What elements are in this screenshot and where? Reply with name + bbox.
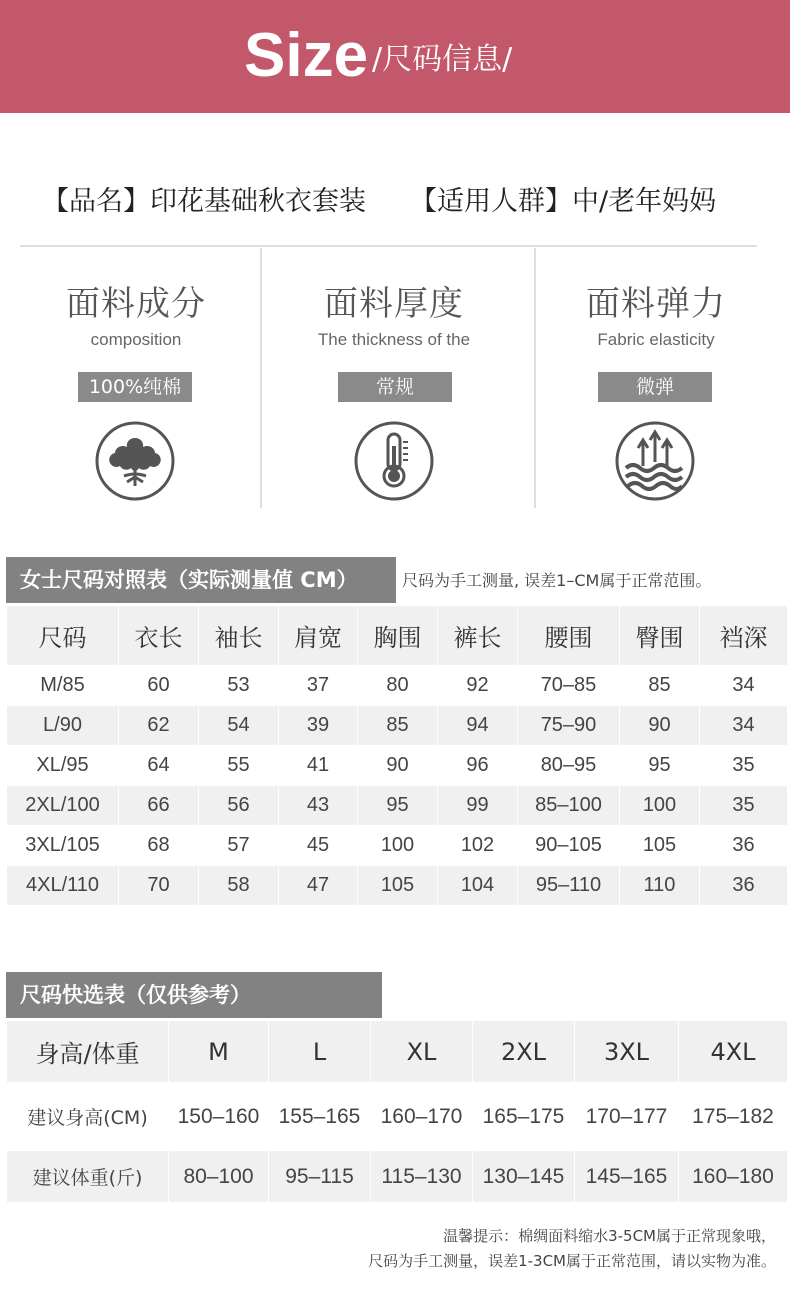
table-cell: 85–100 — [518, 786, 620, 826]
table-cell: 160–170 — [371, 1083, 473, 1151]
table-header-row — [7, 1021, 788, 1083]
table-cell: 64 — [119, 746, 199, 786]
table-row — [7, 1151, 788, 1203]
table-cell: 110 — [620, 866, 700, 906]
table-cell: 35 — [700, 746, 788, 786]
table-cell: 92 — [438, 666, 518, 706]
table-cell: 145–165 — [575, 1151, 679, 1203]
size-comparison-table — [6, 605, 788, 906]
divider — [20, 245, 757, 247]
elasticity-arrows-icon — [614, 420, 696, 502]
table-cell: 41 — [279, 746, 358, 786]
table-cell: 95–115 — [269, 1151, 371, 1203]
table-cell: 3XL/105 — [7, 826, 119, 866]
table-cell: 36 — [700, 826, 788, 866]
feature-subtitle: Fabric elasticity — [597, 330, 715, 349]
column-header: 身高/体重 — [7, 1021, 169, 1083]
feature-subtitle: The thickness of the — [317, 330, 471, 349]
product-info — [0, 180, 790, 224]
tips-line-1: 温馨提示：棉绸面料缩水3-5CM属于正常现象哦， — [443, 1227, 776, 1245]
table-cell: 115–130 — [371, 1151, 473, 1203]
table-cell: 150–160 — [169, 1083, 269, 1151]
column-header: 臀围 — [620, 606, 700, 666]
feature-elasticity — [526, 268, 786, 508]
table-cell: 95 — [358, 786, 438, 826]
table-row — [7, 706, 788, 746]
column-header: XL — [371, 1021, 473, 1083]
banner-title: Size — [244, 21, 369, 90]
table-cell: 2XL/100 — [7, 786, 119, 826]
table-cell: 104 — [438, 866, 518, 906]
product-name: 【品名】印花基础秋衣套装 — [42, 186, 366, 217]
feature-title: 面料成分 — [66, 284, 206, 324]
table-cell: 90 — [358, 746, 438, 786]
table-cell: 90–105 — [518, 826, 620, 866]
table-cell: 175–182 — [679, 1083, 788, 1151]
table-cell: 100 — [358, 826, 438, 866]
table-cell: 100 — [620, 786, 700, 826]
column-header: 2XL — [473, 1021, 575, 1083]
table-cell: 34 — [700, 666, 788, 706]
column-header: 裤长 — [438, 606, 518, 666]
column-header: M — [169, 1021, 269, 1083]
row-header: 建议体重(斤) — [7, 1151, 169, 1203]
quick-select-table — [6, 1020, 788, 1203]
table-cell: 70–85 — [518, 666, 620, 706]
table-cell: 165–175 — [473, 1083, 575, 1151]
cotton-flower-icon — [94, 420, 176, 502]
table-cell: 96 — [438, 746, 518, 786]
table-cell: 95–110 — [518, 866, 620, 906]
table-cell: 57 — [199, 826, 279, 866]
table-cell: XL/95 — [7, 746, 119, 786]
column-header: 胸围 — [358, 606, 438, 666]
feature-title: 面料弹力 — [586, 284, 726, 324]
table-cell: 62 — [119, 706, 199, 746]
table-cell: 55 — [199, 746, 279, 786]
column-header: 3XL — [575, 1021, 679, 1083]
table-cell: 80–100 — [169, 1151, 269, 1203]
table-cell: M/85 — [7, 666, 119, 706]
size-table-note: 尺码为手工测量, 误差1–CM属于正常范围。 — [402, 571, 712, 590]
size-table-title: 女士尺码对照表（实际测量值 CM） — [6, 557, 396, 603]
table-cell: 36 — [700, 866, 788, 906]
table-cell: 105 — [620, 826, 700, 866]
column-header: L — [269, 1021, 371, 1083]
table-cell: 39 — [279, 706, 358, 746]
feature-value: 100%纯棉 — [78, 372, 192, 402]
thermometer-icon — [353, 420, 435, 502]
table-cell: 160–180 — [679, 1151, 788, 1203]
table-cell: 80 — [358, 666, 438, 706]
table-cell: 85 — [358, 706, 438, 746]
table-row — [7, 746, 788, 786]
table-cell: 68 — [119, 826, 199, 866]
feature-value: 微弹 — [598, 372, 712, 402]
table-cell: 90 — [620, 706, 700, 746]
table-cell: 58 — [199, 866, 279, 906]
table-cell: 45 — [279, 826, 358, 866]
table-cell: 37 — [279, 666, 358, 706]
feature-composition — [6, 268, 266, 508]
feature-thickness — [264, 268, 524, 508]
tips-line-2: 尺码为手工测量，误差1-3CM属于正常范围，请以实物为准。 — [368, 1252, 776, 1270]
column-header: 衣长 — [119, 606, 199, 666]
table-cell: 47 — [279, 866, 358, 906]
table-header-row — [7, 606, 788, 666]
quick-table-title: 尺码快选表（仅供参考） — [6, 972, 382, 1018]
table-cell: 80–95 — [518, 746, 620, 786]
table-cell: 70 — [119, 866, 199, 906]
table-cell: 130–145 — [473, 1151, 575, 1203]
column-header: 尺码 — [7, 606, 119, 666]
table-cell: 99 — [438, 786, 518, 826]
size-banner — [0, 0, 790, 113]
table-row — [7, 666, 788, 706]
table-row — [7, 866, 788, 906]
table-cell: L/90 — [7, 706, 119, 746]
table-cell: 54 — [199, 706, 279, 746]
feature-title: 面料厚度 — [324, 284, 464, 324]
table-row — [7, 786, 788, 826]
column-header: 袖长 — [199, 606, 279, 666]
table-cell: 75–90 — [518, 706, 620, 746]
table-cell: 85 — [620, 666, 700, 706]
feature-subtitle: composition — [90, 330, 182, 349]
table-cell: 34 — [700, 706, 788, 746]
table-cell: 155–165 — [269, 1083, 371, 1151]
table-row — [7, 826, 788, 866]
table-cell: 56 — [199, 786, 279, 826]
table-cell: 105 — [358, 866, 438, 906]
column-header: 4XL — [679, 1021, 788, 1083]
table-cell: 35 — [700, 786, 788, 826]
table-cell: 95 — [620, 746, 700, 786]
table-cell: 66 — [119, 786, 199, 826]
column-header: 裆深 — [700, 606, 788, 666]
product-audience: 【适用人群】中/老年妈妈 — [410, 186, 717, 217]
column-header: 腰围 — [518, 606, 620, 666]
table-row — [7, 1083, 788, 1151]
table-cell: 94 — [438, 706, 518, 746]
table-cell: 43 — [279, 786, 358, 826]
table-cell: 102 — [438, 826, 518, 866]
table-cell: 4XL/110 — [7, 866, 119, 906]
table-cell: 53 — [199, 666, 279, 706]
column-header: 肩宽 — [279, 606, 358, 666]
table-cell: 170–177 — [575, 1083, 679, 1151]
feature-value: 常规 — [338, 372, 452, 402]
banner-subtitle: /尺码信息/ — [372, 42, 513, 77]
row-header: 建议身高(CM) — [7, 1083, 169, 1151]
table-cell: 60 — [119, 666, 199, 706]
